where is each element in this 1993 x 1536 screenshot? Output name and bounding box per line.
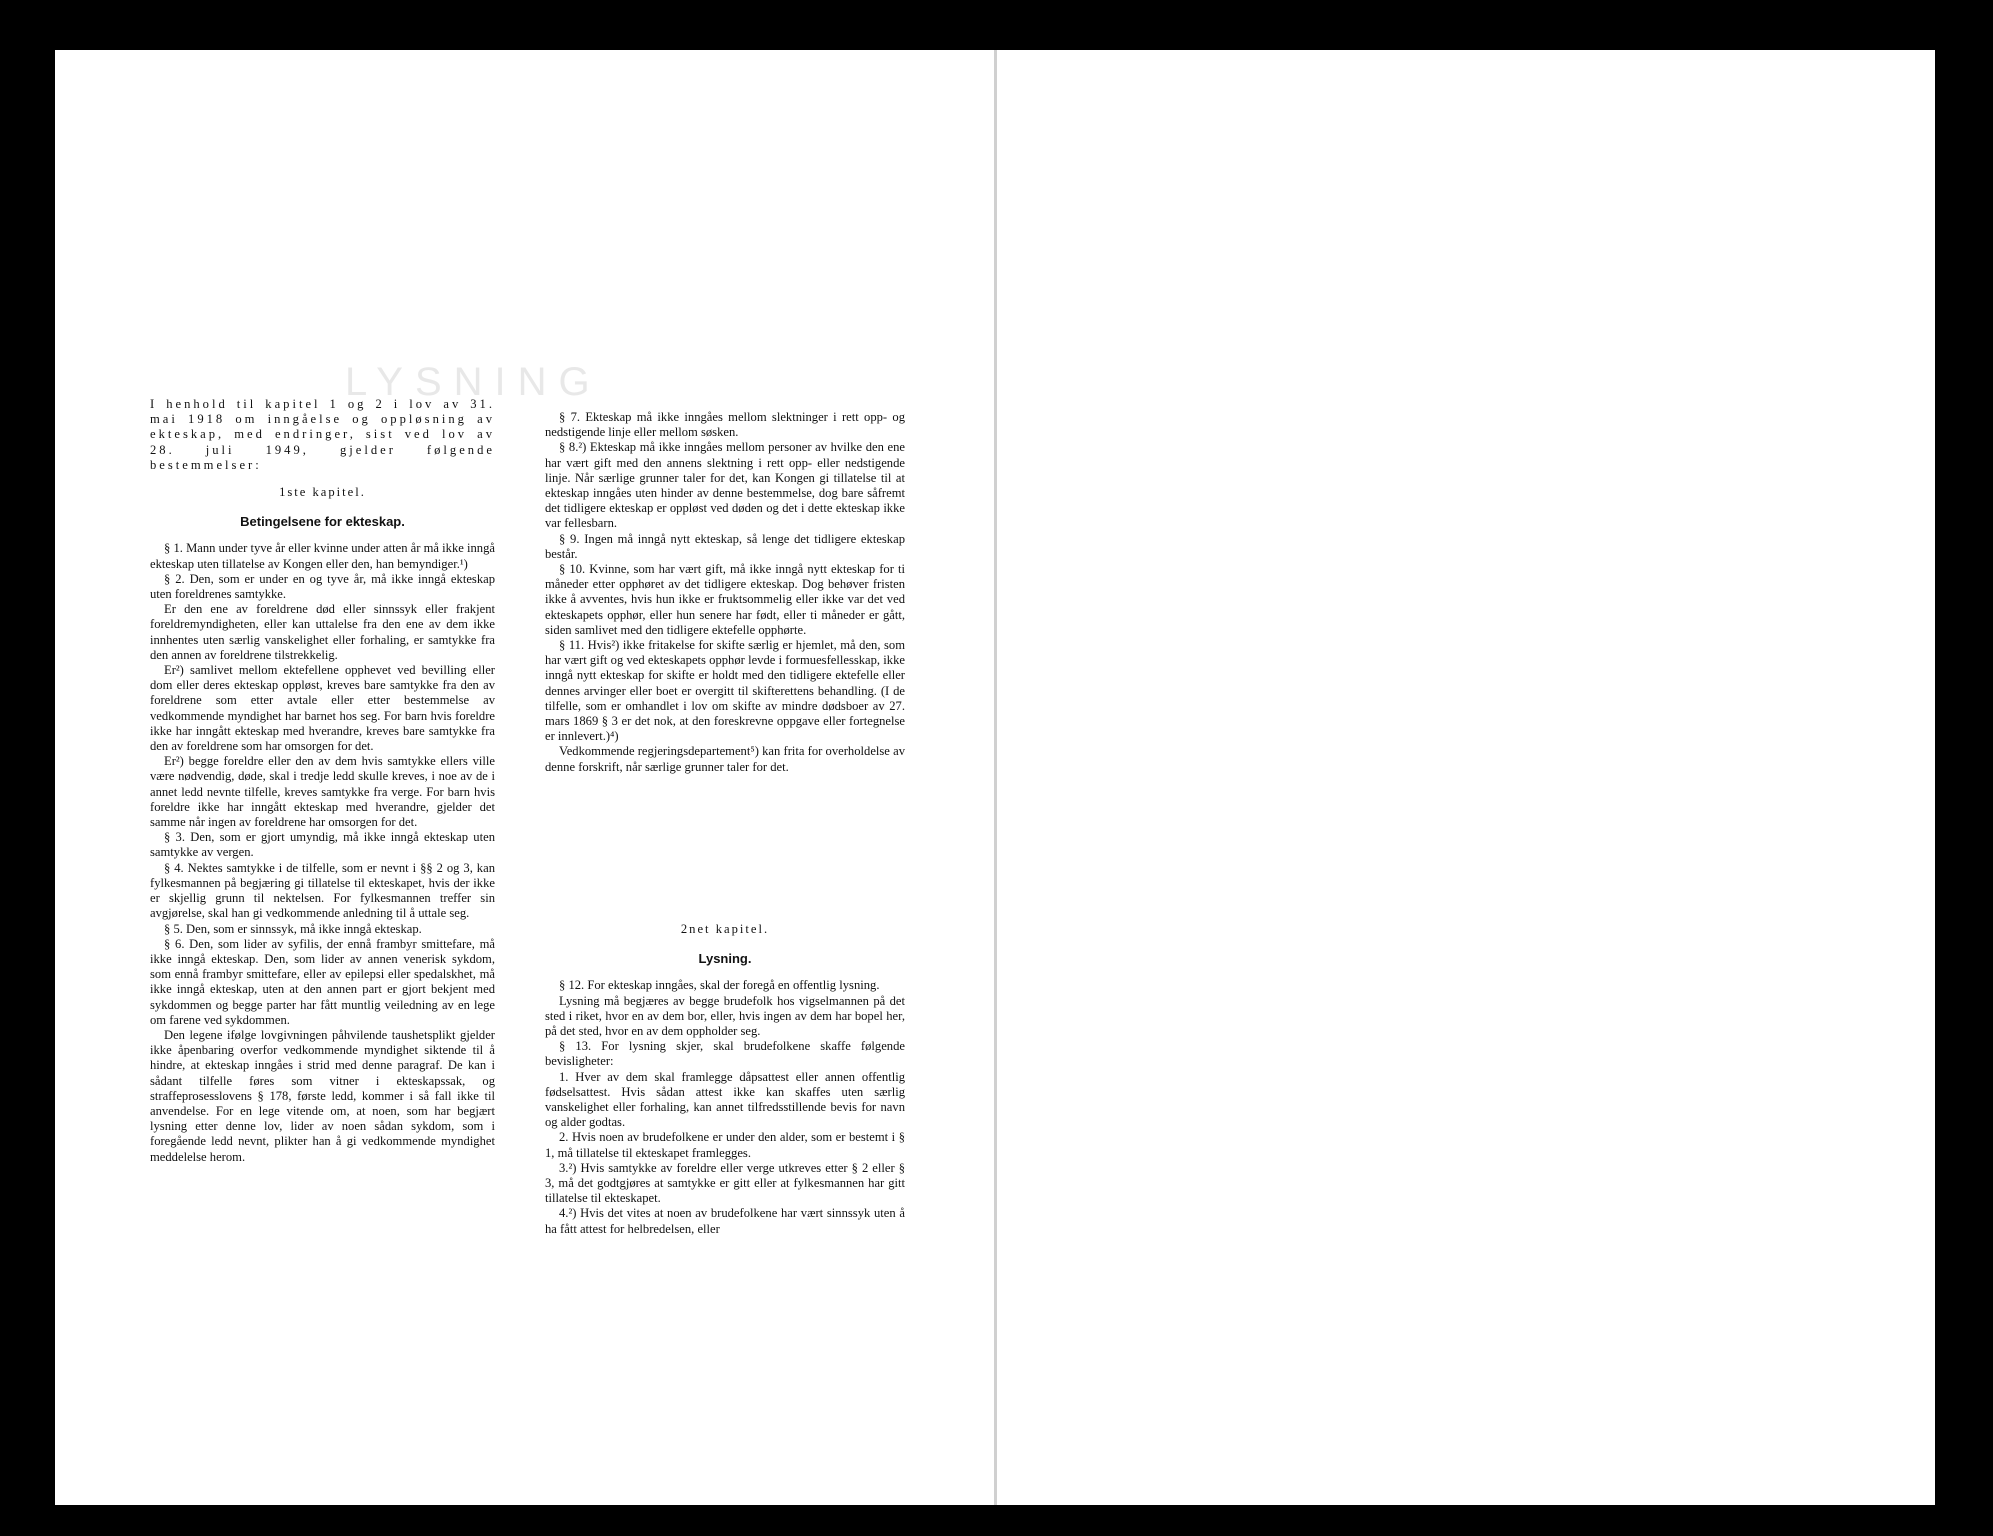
paragraph: § 7. Ekteskap må ikke inngåes mellom slektninger i rett opp- og nedstigende linje eller mellom søsken. [545, 410, 905, 440]
paragraph: § 3. Den, som er gjort umyndig, må ikke inngå ekteskap uten samtykke av vergen. [150, 830, 495, 860]
paragraph: 4.²) Hvis det vites at noen av brudefolkene har vært sinnssyk uten å ha fått attest for helbredelsen, eller [545, 1206, 905, 1236]
left-column-2 [545, 410, 905, 775]
paragraph: § 9. Ingen må inngå nytt ekteskap, så lenge det tidligere ekteskap består. [545, 531, 905, 561]
paragraph: § 1. Mann under tyve år eller kvinne under atten år må ikke inngå ekteskap uten tillatelse av Kongen eller den, han bemyndiger.¹) [150, 541, 495, 571]
right-page [997, 50, 1935, 1505]
paragraph: 2. Hvis noen av brudefolkene er under den alder, som er bestemt i § 1, må tillatelse til ekteskapet framlegges. [545, 1130, 905, 1160]
paragraph: Den legene ifølge lovgivningen påhvilende taushetsplikt gjelder ikke åpenbaring overfor vedkommende myndighet siktende til å hindre, at ekteskap inngåes i strid med denne paragraf. De kan i sådant tilfelle føres som vitner i ekteskapssak, og straffeprosesslovens § 178, første ledd, kommer i så fall ikke til anvendelse. For en lege vitende om, at noen, som har begjært lysning etter denne lov, lider av noen sådan sykdom, som i foregående ledd nevnt, plikter han å gi vedkommende myndighet meddelelse herom. [150, 1027, 495, 1164]
paragraph: Er²) begge foreldre eller den av dem hvis samtykke ellers ville være nødvendig, døde, skal i tredje ledd skulle kreves, i noe av de i annet ledd nevnte tilfelle, kreves samtykke fra verge. For barn hvis foreldre ikke har inngått ekteskap med hverandre, gjelder det samme når ingen av foreldrene har omsorgen for det. [150, 754, 495, 830]
chapter-1-title: Betingelsene for ekteskap. [240, 514, 405, 530]
paragraph: § 2. Den, som er under en og tyve år, må ikke inngå ekteskap uten foreldrenes samtykke. [150, 571, 495, 602]
paragraph: § 6. Den, som lider av syfilis, der ennå frambyr smittefare, må ikke inngå ekteskap. Den, som lider av annen venerisk sykdom, som ennå frambyr smittefare, eller av epilepsi eller spedalskhet, må ikke inngå ekteskap, uten at den annen part er gjort bekjent med sykdommen og begge parter har fått muntlig veiledning av en lege om farene ved sykdommen. [150, 936, 495, 1027]
left-page [55, 50, 995, 1505]
intro-paragraph: I henhold til kapitel 1 og 2 i lov av 31. mai 1918 om inngåelse og oppløsning av ekteskap, med endringer, sist ved lov av 28. juli 1949, gjelder følgende bestemmelser: [150, 397, 495, 472]
paragraph: § 4. Nektes samtykke i de tilfelle, som er nevnt i §§ 2 og 3, kan fylkesmannen på begjæring gi tillatelse til ekteskapet, hvis der ikke er skjellig grunn til nektelsen. For fylkesmannen treffer sin avgjørelse, skal han gi vedkommende anledning til å uttale seg. [150, 860, 495, 921]
paragraph: § 13. For lysning skjer, skal brudefolkene skaffe følgende bevisligheter: [545, 1039, 905, 1069]
paragraph: § 12. For ekteskap inngåes, skal der foregå en offentlig lysning. [559, 978, 880, 993]
paragraph: § 10. Kvinne, som har vært gift, må ikke inngå nytt ekteskap for ti måneder etter opphøret av det tidligere ekteskap. Dog behøver fristen ikke å avventes, hvis hun ikke er fruktsommelig eller ikke var det ved ekteskapets opphør, eller hun senere har født, eller ti måneder er gått, siden samlivet med den tidligere ektefelle opphørte. [545, 562, 905, 637]
chapter-1-label: 1ste kapitel. [279, 485, 366, 500]
faint-watermark: LYSNING [345, 360, 602, 404]
document-spread [55, 50, 1935, 1505]
paragraph: 3.²) Hvis samtykke av foreldre eller verge utkreves etter § 2 eller § 3, må det godtgjøres at samtykke er gitt eller at fylkesmannen har gitt tillatelse til ekteskapet. [545, 1160, 905, 1206]
paragraph: § 11. Hvis²) ikke fritakelse for skifte særlig er hjemlet, må den, som har vært gift og ved ekteskapets opphør levde i formuesfellesskap, ikke inngå nytt ekteskap for skifte er holdt med den tidligere ektefelle eller dennes arvinger eller boet er overgitt til skifterettens behandling. (I de tilfelle, som er omhandlet i lov om skifte av mindre dødsboer av 27. mars 1869 § 3 er det nok, at den foreskrevne oppgave eller fortegnelse er innlevert.)⁴) [545, 638, 905, 744]
left-column-2-lower [545, 910, 905, 1237]
paragraph: Vedkommende regjeringsdepartement⁵) kan frita for overholdelse av denne forskrift, når særlige grunner taler for det. [545, 744, 905, 774]
chapter-2-paragraphs [545, 978, 905, 1236]
paragraph: Er den ene av foreldrene død eller sinnssyk eller frakjent foreldremyndigheten, eller kan uttalelse fra den ene av dem ikke innhentes uten særlig vanskelighet eller forhaling, er samtykke fra den annen av foreldrene tilstrekkelig. [150, 602, 495, 662]
chapter-1-continued [545, 410, 905, 775]
paragraph: § 8.²) Ekteskap må ikke inngåes mellom personer av hvilke den ene har vært gift med den annens slektning i rett opp- eller nedstigende linje. Når særlige grunner taler for det, kan Kongen gi tillatelse til at ekteskap inngåes uten hinder av denne bestemmelse, dog bare såfremt det tidligere ekteskap er oppløst ved døden og det i dette ekteskap ikke var fellesbarn. [545, 440, 905, 531]
chapter-1-paragraphs [150, 541, 495, 1164]
chapter-2-label: 2net kapitel. [680, 922, 770, 936]
paragraph: § 5. Den, som er sinnssyk, må ikke inngå ekteskap. [164, 921, 422, 936]
paragraph: Er²) samlivet mellom ektefellene opphevet ved bevilling eller dom eller deres ekteskap oppløst, kreves bare samtykke fra den av foreldrene som etter avtale eller etter bestemmelse av vedkommende myndighet har barnet hos seg. For barn hvis foreldre ikke har inngått ekteskap med hverandre, kreves bare samtykke fra den av foreldrene som har omsorgen for det. [150, 663, 495, 754]
left-column-1 [150, 397, 495, 1165]
paragraph: Lysning må begjæres av begge brudefolk hos vigselmannen på det sted i riket, hvor en av dem bor, eller, hvis ingen av dem har bopel her, på det sted, hvor en av dem oppholder seg. [545, 993, 905, 1039]
chapter-2-title: Lysning. [698, 951, 752, 967]
paragraph: 1. Hver av dem skal framlegge dåpsattest eller annen offentlig fødselsattest. Hvis sådan attest ikke kan skaffes uten særlig vanskelighet eller forhaling, kan annet tilfredsstillende bevis for navn og alder godtas. [545, 1069, 905, 1130]
